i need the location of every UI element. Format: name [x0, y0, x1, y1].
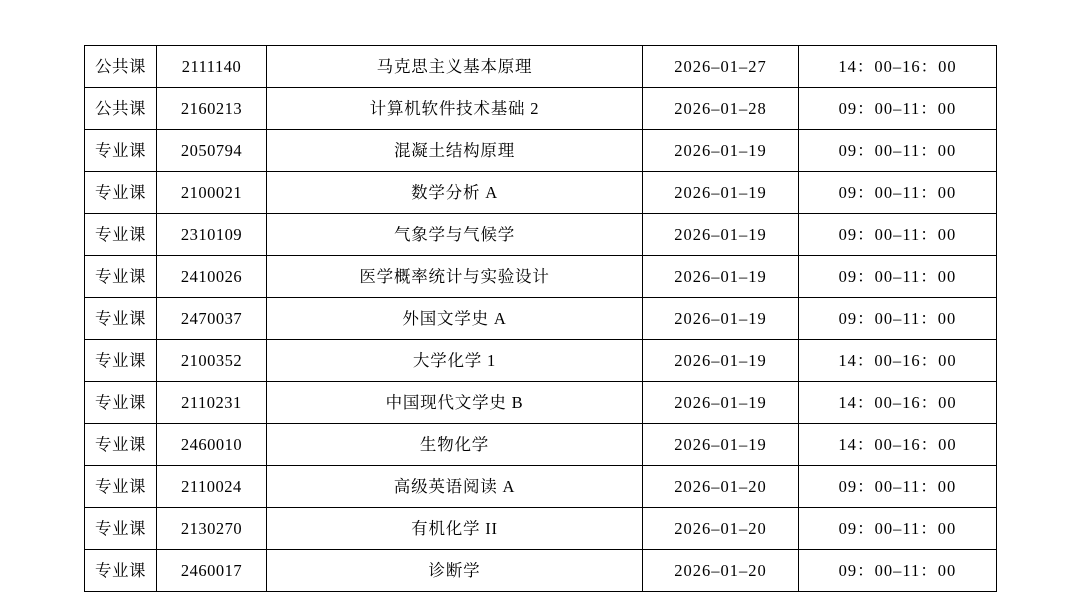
cell-course-code: 2100352	[157, 340, 267, 382]
cell-exam-time: 09：00–11：00	[799, 130, 997, 172]
cell-course-name: 中国现代文学史 B	[267, 382, 643, 424]
table-row	[85, 550, 997, 592]
cell-course-type: 专业课	[85, 214, 157, 256]
cell-course-name: 外国文学史 A	[267, 298, 643, 340]
cell-exam-date: 2026–01–27	[643, 46, 799, 88]
cell-exam-time: 14：00–16：00	[799, 340, 997, 382]
cell-exam-time: 09：00–11：00	[799, 88, 997, 130]
cell-course-type: 专业课	[85, 340, 157, 382]
table-row	[85, 214, 997, 256]
cell-course-code: 2160213	[157, 88, 267, 130]
cell-exam-date: 2026–01–20	[643, 508, 799, 550]
table-row	[85, 172, 997, 214]
cell-course-name: 有机化学 II	[267, 508, 643, 550]
table-row	[85, 130, 997, 172]
cell-course-type: 专业课	[85, 508, 157, 550]
cell-course-code: 2111140	[157, 46, 267, 88]
cell-course-type: 专业课	[85, 256, 157, 298]
cell-course-name: 数学分析 A	[267, 172, 643, 214]
cell-course-name: 大学化学 1	[267, 340, 643, 382]
cell-course-type: 专业课	[85, 382, 157, 424]
table-row	[85, 508, 997, 550]
cell-course-name: 马克思主义基本原理	[267, 46, 643, 88]
cell-exam-date: 2026–01–19	[643, 382, 799, 424]
cell-exam-date: 2026–01–20	[643, 466, 799, 508]
cell-course-type: 专业课	[85, 424, 157, 466]
cell-course-type: 专业课	[85, 466, 157, 508]
cell-exam-time: 14：00–16：00	[799, 424, 997, 466]
cell-exam-date: 2026–01–19	[643, 214, 799, 256]
cell-course-name: 诊断学	[267, 550, 643, 592]
cell-exam-time: 09：00–11：00	[799, 550, 997, 592]
cell-course-name: 气象学与气候学	[267, 214, 643, 256]
cell-exam-time: 09：00–11：00	[799, 172, 997, 214]
table-row	[85, 298, 997, 340]
table-row	[85, 256, 997, 298]
cell-course-code: 2410026	[157, 256, 267, 298]
cell-exam-date: 2026–01–19	[643, 298, 799, 340]
cell-exam-time: 14：00–16：00	[799, 382, 997, 424]
cell-exam-time: 09：00–11：00	[799, 298, 997, 340]
cell-course-code: 2100021	[157, 172, 267, 214]
cell-course-code: 2460017	[157, 550, 267, 592]
cell-course-type: 专业课	[85, 550, 157, 592]
cell-course-code: 2460010	[157, 424, 267, 466]
cell-course-name: 高级英语阅读 A	[267, 466, 643, 508]
table-row	[85, 466, 997, 508]
cell-course-type: 公共课	[85, 88, 157, 130]
cell-exam-date: 2026–01–28	[643, 88, 799, 130]
table-row	[85, 46, 997, 88]
cell-course-code: 2310109	[157, 214, 267, 256]
cell-course-code: 2130270	[157, 508, 267, 550]
cell-exam-time: 14：00–16：00	[799, 46, 997, 88]
cell-course-code: 2050794	[157, 130, 267, 172]
cell-exam-time: 09：00–11：00	[799, 466, 997, 508]
exam-schedule-table	[84, 45, 997, 592]
exam-schedule-table-body	[85, 46, 997, 592]
cell-exam-time: 09：00–11：00	[799, 508, 997, 550]
cell-course-code: 2110231	[157, 382, 267, 424]
cell-exam-date: 2026–01–20	[643, 550, 799, 592]
exam-schedule-table-wrapper	[84, 45, 996, 592]
cell-exam-date: 2026–01–19	[643, 130, 799, 172]
cell-exam-time: 09：00–11：00	[799, 214, 997, 256]
cell-course-type: 专业课	[85, 130, 157, 172]
cell-course-type: 专业课	[85, 298, 157, 340]
cell-exam-time: 09：00–11：00	[799, 256, 997, 298]
cell-course-name: 生物化学	[267, 424, 643, 466]
cell-exam-date: 2026–01–19	[643, 256, 799, 298]
table-row	[85, 382, 997, 424]
cell-course-name: 混凝土结构原理	[267, 130, 643, 172]
cell-exam-date: 2026–01–19	[643, 172, 799, 214]
cell-course-name: 计算机软件技术基础 2	[267, 88, 643, 130]
table-row	[85, 424, 997, 466]
cell-course-name: 医学概率统计与实验设计	[267, 256, 643, 298]
cell-exam-date: 2026–01–19	[643, 424, 799, 466]
table-row	[85, 88, 997, 130]
cell-course-type: 专业课	[85, 172, 157, 214]
cell-course-code: 2110024	[157, 466, 267, 508]
table-row	[85, 340, 997, 382]
cell-exam-date: 2026–01–19	[643, 340, 799, 382]
cell-course-type: 公共课	[85, 46, 157, 88]
cell-course-code: 2470037	[157, 298, 267, 340]
